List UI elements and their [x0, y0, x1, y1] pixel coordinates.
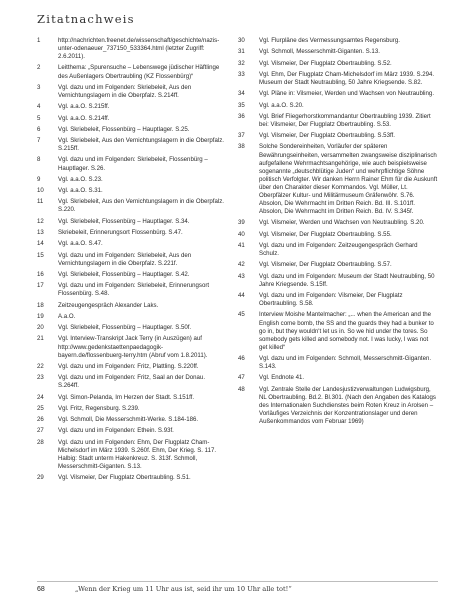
endnote — [238, 231, 438, 239]
endnote-text: Vgl. a.a.O. S.215ff. — [58, 103, 110, 111]
notes-column-left — [37, 37, 227, 486]
endnote — [37, 126, 227, 134]
endnote — [37, 115, 227, 123]
endnote-number: 11 — [37, 198, 44, 206]
endnote-number: 15 — [37, 251, 44, 259]
endnote-text: Vgl. Vilsmeier, Der Flugplatz Obertraubling. S.55. — [259, 230, 392, 238]
endnote-text: Vgl. Skriebeleit, Flossenbürg – Hauptlager. S.42. — [58, 270, 190, 278]
endnote-number: 22 — [37, 362, 44, 370]
endnote — [37, 252, 227, 268]
endnote — [37, 64, 227, 80]
endnote-number: 23 — [37, 374, 44, 382]
endnote-text: Vgl. Skriebeleit, Flossenbürg – Hauptlager. S.25. — [58, 125, 190, 133]
endnote-number: 29 — [37, 474, 44, 482]
endnote-text: Vgl. Skriebeleit, Flossenbürg – Hauptlager. S.34. — [58, 217, 190, 225]
endnote-number: 46 — [238, 355, 245, 363]
endnote-text: Solche Sondereinheiten, Vorläufer der späteren Bewährungseinheiten, versammelten zwangsweise disziplinarisch aufgefallene Wehrmachtsangehörige, wie auch beispielsweise sogenannte „deutschblütige Juden“ und wehrpflichtige Söhne politisch Verfolgter. Wir danken Herrn Rainer Ehm für die Auskunft über den Charakter dieser Kommandos. Vgl. Müller, Lt. Oberpfälzer Kultur- und Militärmuseum Gräfenwöhr. S.76. Absolon, Die Wehrmacht im Dritten Reich. Bd. III. S.101ff. Absolon, Die Wehrmacht im Dritten Reich. Bd. IV. S.345f. — [259, 143, 438, 216]
endnote — [238, 143, 438, 216]
endnote — [238, 219, 438, 227]
endnote — [37, 103, 227, 111]
endnote-text: Vgl. a.a.O. S.23. — [58, 175, 103, 183]
endnote-number: 13 — [37, 229, 44, 237]
endnote-text: Vgl. Flurpläne des Vermessungsamtes Regensburg. — [259, 37, 400, 44]
endnote-text: Vgl. dazu und im Folgenden: Schmoll, Messerschmitt-Giganten. S.143. — [259, 355, 432, 371]
endnote — [37, 84, 227, 100]
endnote-number: 10 — [37, 187, 44, 195]
endnote-text: Vgl. dazu und im Folgenden: Skriebeleit, Aus den Vernichtungslagern in die Oberpfalz. S.221f. — [58, 251, 192, 267]
endnote-text: Vgl. Skriebeleit, Flossenbürg – Hauptlager. S.50f. — [58, 324, 192, 332]
endnote — [37, 187, 227, 195]
endnote-number: 16 — [37, 270, 44, 278]
endnote-number: 17 — [37, 282, 44, 290]
endnote-number: 20 — [37, 324, 44, 332]
endnote-text: Vgl. Vilsmeier, Der Flugplatz Obertraubling. S.57. — [259, 261, 392, 269]
endnote-text: Vgl. dazu und im Folgenden: Skriebeleit, Erinnerungsort Flossenbürg. S.48. — [58, 282, 210, 298]
endnote-number: 28 — [37, 438, 44, 446]
endnote — [37, 427, 227, 435]
endnote-number: 12 — [37, 217, 44, 225]
endnote-number: 38 — [238, 143, 245, 151]
endnote-number: 40 — [238, 230, 245, 238]
endnote-number: 5 — [37, 114, 41, 122]
endnote-text: Skriebeleit, Erinnerungsort Flossenbürg. S.47. — [58, 229, 183, 237]
endnote-number: 35 — [238, 101, 245, 109]
endnote-number: 26 — [37, 416, 44, 424]
endnote-text: Vgl. dazu und im Folgenden: Fritz, Saal an der Donau. S.264ff. — [58, 374, 206, 390]
endnote — [238, 113, 438, 129]
endnote-text: Vgl. a.a.O. S.214ff. — [58, 114, 110, 122]
endnote-number: 45 — [238, 311, 245, 319]
endnote-number: 25 — [37, 404, 44, 412]
endnote-text: Vgl. dazu und im Folgenden: Skriebeleit, Flossenbürg – Hauptlager. S.26. — [58, 156, 208, 172]
running-title: „Wenn der Krieg um 11 Uhr aus ist, seid ihr um 10 Uhr alle tot!“ — [75, 585, 292, 593]
endnote-number: 47 — [238, 374, 245, 382]
endnote-number: 9 — [37, 175, 41, 183]
endnote-number: 34 — [238, 90, 245, 98]
endnote-text: Vgl. dazu und im Folgenden: Zeitzeugengespräch Gerhard Schulz. — [259, 242, 418, 258]
endnote-text: Vgl. a.a.O. S.31. — [58, 187, 103, 195]
endnote — [238, 261, 438, 269]
endnote — [238, 60, 438, 68]
endnote-text: Vgl. Simon-Pelanda, Im Herzen der Stadt. S.151ff. — [58, 393, 195, 401]
endnote-text: Vgl. dazu und im Folgenden: Ethein. S.93f. — [58, 427, 174, 435]
endnote — [37, 405, 227, 413]
endnote-number: 14 — [37, 240, 44, 248]
endnote-number: 48 — [238, 385, 245, 393]
endnote-text: http://nachrichten.freenet.de/wissenschaft/geschichte/nazis-unter-odenaeuer_737150_533364.html (letzter Zugriff: 2.6.2011). — [58, 37, 220, 61]
endnote — [37, 176, 227, 184]
endnote — [238, 37, 438, 45]
endnote — [37, 313, 227, 321]
endnote-text: Vgl. Skriebeleit, Aus den Vernichtungslagern in die Oberpfalz. S.220. — [58, 198, 224, 214]
endnote-text: Vgl. dazu und im Folgenden: Ehm, Der Flugplatz Cham-Michelsdorf im März 1939. S.260f. Ehm, Der Krieg. S. 117. Halbig: Stadt unterm Hakenkreuz. S. 313f. Schmoll, Messerschmitt-Giganten. S.13. — [58, 438, 217, 470]
page-title: Zitatnachweis — [37, 12, 135, 26]
endnote — [37, 324, 227, 332]
endnote-text: Vgl. Brief Fliegerhorstkommandantur Obertraubling 1939. Zitiert bei: Vilsmeier, Der Flugplatz Obertraubling. S.53. — [259, 112, 431, 128]
endnote — [37, 37, 227, 61]
endnote-number: 1 — [37, 37, 41, 44]
endnote — [37, 218, 227, 226]
endnote — [37, 282, 227, 298]
endnote — [238, 273, 438, 289]
endnote-text: Vgl. Interview-Transkript Jack Terry (in Auszügen) auf http://www.gedenkstaettenpaedagogik-bayern.de/flossenbuerg-terry.htm (Abruf vom 1.8.2011). — [58, 335, 208, 359]
endnote-text: Vgl. Ehm, Der Flugplatz Cham-Michelsdorf im März 1939. S.294. Museum der Stadt Neutraubling, 50 Jahre Kriegsende. S.82. — [259, 70, 435, 86]
endnote-number: 18 — [37, 301, 44, 309]
endnote — [238, 71, 438, 87]
endnote-text: Vgl. Zentrale Stelle der Landesjustizverwaltungen Ludwigsburg, NL Obertraubling. Bd.2. Bl.301. (Nach den Angaben des Katalogs des Internationalen Suchdienstes beim Roten Kreuz in Arolsen – Vorläufiges Verzeichnis der Konzentrationslager und deren Außenkommandos vom Februar 1969) — [259, 385, 436, 426]
endnote-number: 43 — [238, 272, 245, 280]
endnote-text: Vgl. dazu und im Folgenden: Vilsmeier, Der Flugplatz Obertraubling. S.58. — [259, 292, 403, 308]
endnote-number: 3 — [37, 83, 41, 91]
endnote-number: 30 — [238, 37, 245, 44]
endnote — [238, 242, 438, 258]
endnote — [37, 416, 227, 424]
endnote-number: 19 — [37, 312, 44, 320]
endnote — [37, 374, 227, 390]
endnote-number: 6 — [37, 125, 41, 133]
endnote-number: 32 — [238, 59, 245, 67]
endnote-text: Vgl. Vilsmeier, Werden und Wachsen von Neutraubling. S.20. — [259, 219, 425, 227]
endnote — [37, 198, 227, 214]
endnote-text: Vgl. dazu und im Folgenden: Fritz, Plattling. S.220ff. — [58, 362, 199, 370]
endnote-text: Vgl. Fritz, Regensburg. S.239. — [58, 404, 140, 412]
endnote-text: Interview Moishe Mantelmacher: „... when the American and the English come bomb, the SS and the guards they had a bunker to go in, but they wouldn't let us in. So we hid under the tores. So somebody gets killed and somebody not. I was lucky, I was not get killed“ — [259, 311, 434, 351]
endnote-text: Vgl. a.a.O. S.47. — [58, 240, 103, 248]
endnote-number: 33 — [238, 70, 245, 78]
endnote-text: Vgl. Vilsmeier, Der Flugplatz Obertraubling. S.52. — [259, 59, 392, 67]
endnote — [37, 156, 227, 172]
endnote — [37, 363, 227, 371]
endnote — [238, 90, 438, 98]
endnote — [37, 271, 227, 279]
endnote-number: 7 — [37, 137, 41, 145]
endnote — [238, 374, 438, 382]
endnote-text: Vgl. a.a.O. S.20. — [259, 101, 304, 109]
endnote — [238, 355, 438, 371]
page-number: 68 — [37, 586, 45, 593]
endnote-text: Vgl. dazu und im Folgenden: Museum der Stadt Neutraubling, 50 Jahre Kriegsende. S.15ff. — [259, 272, 435, 288]
endnote-number: 39 — [238, 219, 245, 227]
endnote-number: 8 — [37, 156, 41, 164]
endnote — [238, 292, 438, 308]
endnote-number: 36 — [238, 112, 245, 120]
endnote — [238, 311, 438, 351]
endnote-number: 24 — [37, 393, 44, 401]
endnote-number: 4 — [37, 103, 41, 111]
endnote-number: 44 — [238, 292, 245, 300]
endnote-number: 41 — [238, 242, 245, 250]
endnote — [37, 335, 227, 359]
endnote-text: Vgl. Vilsmeier, Der Flugplatz Obertraubling. S.53ff. — [259, 132, 395, 140]
notes-column-right — [238, 37, 438, 429]
endnote-text: Vgl. Pläne in: Vilsmeier, Werden und Wachsen von Neutraubling. — [259, 90, 435, 98]
endnote-text: Vgl. dazu und im Folgenden: Skriebeleit, Aus den Vernichtungslagern in die Oberpfalz. S.214ff. — [58, 83, 192, 99]
endnote-text: Zeitzeugengespräch Alexander Laks. — [58, 301, 159, 309]
endnote-number: 21 — [37, 335, 44, 343]
endnote — [238, 48, 438, 56]
endnote-text: Vgl. Schmoll, Die Messerschmitt-Werke. S.184-186. — [58, 416, 199, 424]
endnote — [37, 240, 227, 248]
endnote — [37, 474, 227, 482]
endnote — [37, 394, 227, 402]
endnote — [37, 302, 227, 310]
endnote-number: 31 — [238, 48, 245, 56]
endnote-text: Vgl. Vilsmeier, Der Flugplatz Obertraubling. S.51. — [58, 474, 191, 482]
endnote — [238, 386, 438, 426]
endnote-number: 37 — [238, 132, 245, 140]
endnote — [37, 229, 227, 237]
endnote-text: Vgl. Schmoll, Messerschmitt-Giganten. S.13. — [259, 48, 380, 56]
footer-rule — [37, 581, 438, 582]
endnote — [238, 132, 438, 140]
endnote — [37, 137, 227, 153]
endnote-number: 42 — [238, 261, 245, 269]
endnote — [37, 439, 227, 471]
endnote-number: 27 — [37, 427, 44, 435]
endnote-text: A.a.O. — [58, 312, 76, 320]
endnote-number: 2 — [37, 64, 41, 72]
endnote-text: Vgl. Endnote 41. — [259, 374, 305, 382]
endnote-text: Leitthema: „Spurensuche – Lebenswege jüdischer Häftlinge des Außenlagers Obertraubling (KZ Flossenbürg)“ — [58, 64, 220, 80]
endnote-text: Vgl. Skriebeleit, Aus den Vernichtungslagern in die Oberpfalz. S.215ff. — [58, 137, 224, 153]
endnote — [238, 102, 438, 110]
